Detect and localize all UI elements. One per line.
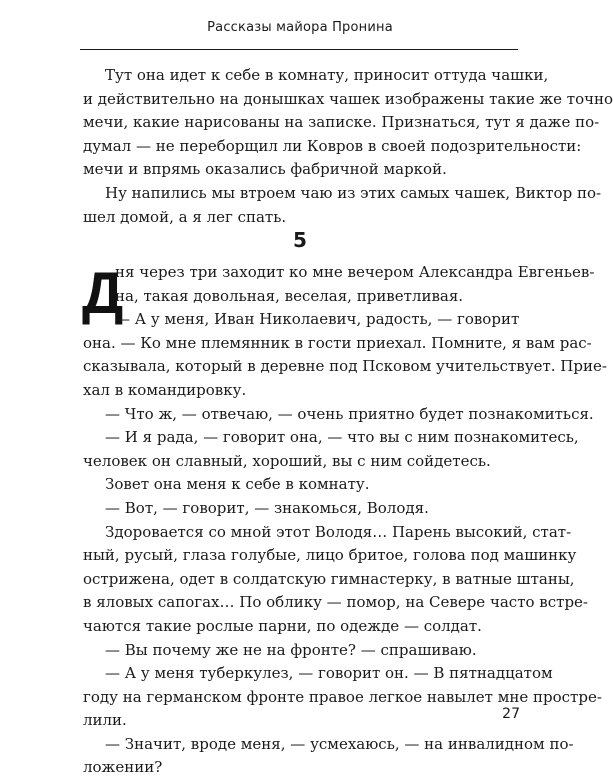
text-line: — Вы почему же не на фронте? — спрашиваю. [105, 640, 477, 659]
text-line: — Вот, — говорит, — знакомься, Володя. [105, 498, 429, 517]
text-line: Зовет она меня к себе в комнату. [105, 475, 370, 494]
text-line: — А у меня туберкулез, — говорит он. — В пятнадцатом [105, 664, 553, 683]
text-line: — Что ж, — отвечаю, — очень приятно будет познакомиться. [105, 404, 594, 423]
text-line: ня через три заходит ко мне вечером Александра Евгеньев- [115, 263, 595, 281]
text-line: человек он славный, хороший, вы с ним сойдетесь. [83, 451, 491, 470]
text-line: — И я рада, — говорит она, — что вы с ним познакомитесь, [105, 428, 579, 447]
text-line: чаются такие рослые парни, по одежде — солдат. [83, 616, 482, 635]
text-line: шел домой, а я лег спать. [83, 207, 287, 226]
text-line: лили. [83, 711, 127, 730]
header-rule [80, 49, 518, 50]
text-line: Здоровается со мной этот Володя… Парень высокий, стат- [105, 522, 572, 541]
running-head: Рассказы майора Пронина [207, 20, 393, 35]
text-line: Ну напились мы втроем чаю из этих самых чашек, Виктор по- [105, 183, 602, 202]
chapter-number: 5 [293, 228, 307, 252]
text-line: — Значит, вроде меня, — усмехаюсь, — на инвалидном по- [105, 734, 574, 753]
text-line: сказывала, который в деревне под Псковом учительствует. Прие- [83, 357, 607, 376]
text-line: мечи, какие нарисованы на записке. Признаться, тут я даже по- [83, 113, 600, 132]
text-line: году на германском фронте правое легкое навылет мне простре- [83, 687, 602, 706]
text-line: и действительно на донышках чашек изображены такие же точно [83, 89, 613, 108]
text-line: ложении? [83, 758, 163, 777]
text-line: она. — Ко мне племянник в гости приехал. Помните, я вам рас- [83, 333, 592, 352]
text-line: мечи и впрямь оказались фабричной маркой. [83, 160, 447, 179]
text-block-top [83, 64, 613, 229]
text-line: в яловых сапогах… По облику — помор, на Севере часто встре- [83, 593, 588, 612]
text-line: на, такая довольная, веселая, приветливая. [115, 286, 464, 305]
text-line: Тут она идет к себе в комнату, приносит оттуда чашки, [105, 66, 549, 84]
text-line: хал в командировку. [83, 380, 247, 399]
page-number: 27 [502, 706, 520, 722]
text-line: острижена, одет в солдатскую гимнастерку, в ватные штаны, [83, 569, 575, 588]
text-line: ный, русый, глаза голубые, лицо бритое, голова под машинку [83, 546, 577, 565]
text-block-main [83, 261, 607, 780]
drop-cap: Д [82, 261, 124, 326]
text-line: думал — не переборщил ли Ковров в своей подозрительности: [83, 136, 582, 155]
text-line: — А у меня, Иван Николаевич, радость, — говорит [115, 310, 520, 329]
